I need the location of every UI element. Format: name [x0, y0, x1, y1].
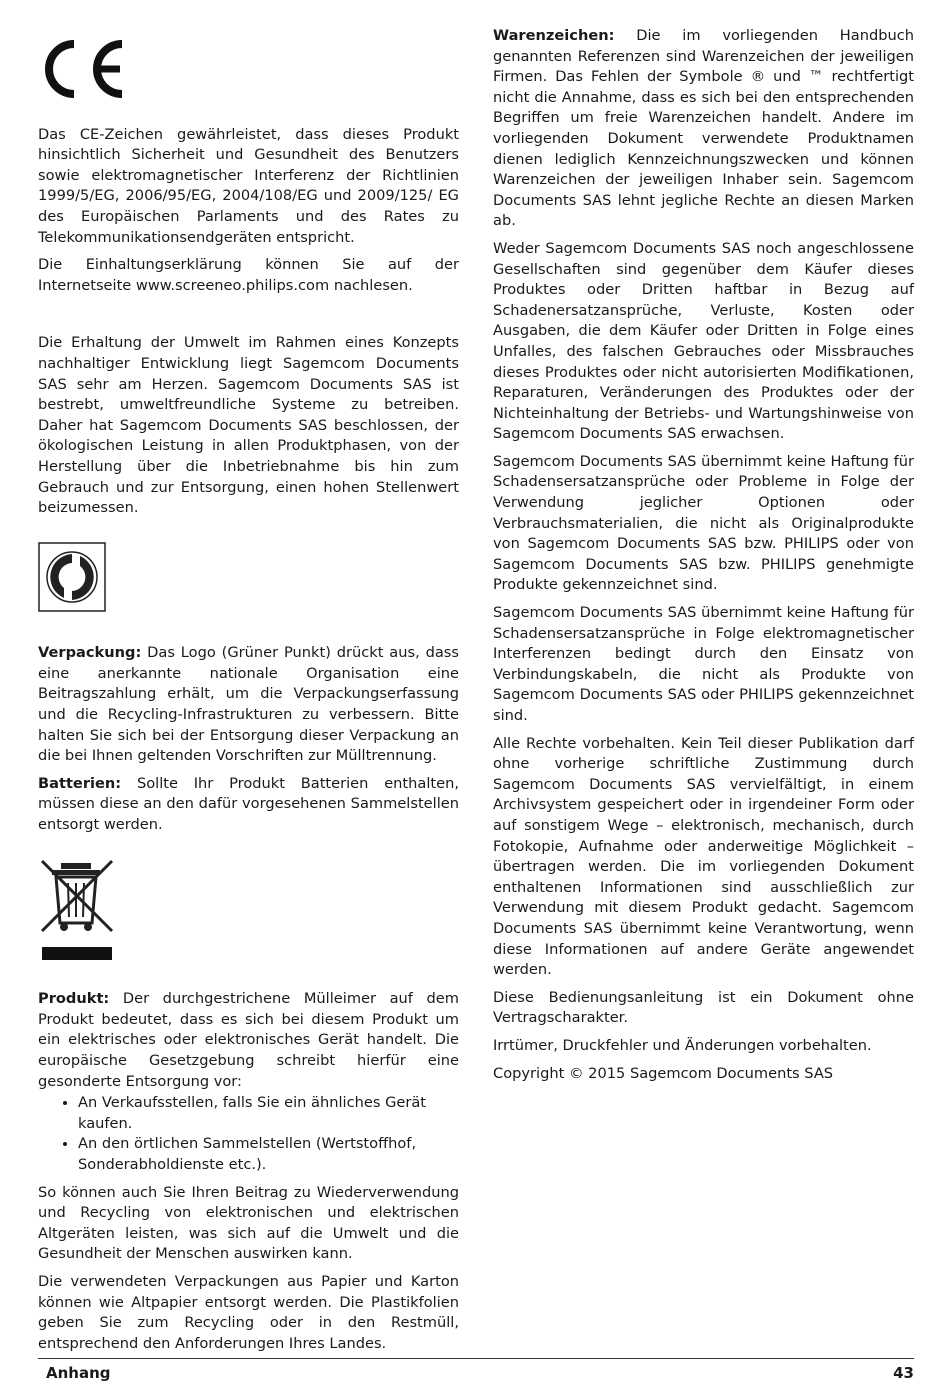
ce-mark-icon [38, 36, 128, 102]
ce-intro-paragraph: Das CE-Zeichen gewährleistet, dass dieses Produkt hinsichtlich Sicherheit und Gesundheit des Benutzers sowie elektromagnetischer Interferenz der Richtlinien 1999/5/EG, 2006/95/EG, 2004/108/EG und 2009/125/ EG des Europäischen Parlaments und des Rates zu Telekommunikationsendgeräten entspricht. [38, 125, 459, 246]
trademark-text: Die im vorliegenden Handbuch genannten Referenzen sind Warenzeichen der jeweiligen Firmen. Das Fehlen der Symbole ® und ™ rechtfertigt nicht die Annahme, dass es sich bei den entsprechenden Begriffen um freie Warenzeichen handelt. Andere im vorliegenden Dokument verwendete Produktnamen dienen lediglich Kennzeichnungszwecken und können Warenzeichen der jeweiligen Inhaber sein. Sagemcom Documents SAS lehnt jegliche Rechte an diesen Marken ab. [493, 27, 914, 230]
trademark-label: Warenzeichen: [493, 27, 615, 44]
list-item: • An den örtlichen Sammelstellen (Wertstoffhof, Sonderabholdienste etc.). [78, 1134, 459, 1175]
batteries-paragraph [38, 774, 459, 836]
left-column [38, 26, 459, 1361]
contribution-paragraph: So können auch Sie Ihren Beitrag zu Wiederverwendung und Recycling von elektronischen und elektrischen Altgeräten leisten, was sich auf die Umwelt und die Gesundheit der Menschen auswirken kann. [38, 1183, 459, 1263]
disposal-list [38, 1093, 459, 1175]
liability-paragraph: Weder Sagemcom Documents SAS noch angeschlossene Gesellschaften sind gegenüber dem Käufer dieses Produktes oder Dritten haftbar in Bezug auf Schadenersatzansprüche, Verluste, Kosten oder Ausgaben, die dem Käufer oder Dritten in Folge eines Unfalles, des falschen Gebrauches oder Missbrauches dieses Produktes oder nicht autorisierten Modifikationen, Reparaturen, Veränderungen des Produktes oder der Nichteinhaltung der Betriebs- und Wartungshinweise von Sagemcom Documents SAS erwachsen. [493, 239, 914, 443]
packaging-label: Verpackung: [38, 644, 142, 662]
green-dot-icon [38, 542, 106, 612]
page-number: 43 [893, 1364, 914, 1382]
list-item: • An Verkaufsstellen, falls Sie ein ähnliches Gerät kaufen. [78, 1093, 459, 1134]
footer-section-title: Anhang [46, 1364, 111, 1382]
copyright-paragraph: Copyright © 2015 Sagemcom Documents SAS [493, 1064, 834, 1082]
crossed-out-wheelie-bin-icon [38, 857, 116, 961]
manual-paragraph: Diese Bedienungsanleitung ist ein Dokument ohne Vertragscharakter. [493, 988, 914, 1027]
right-column [493, 26, 914, 1091]
trademark-paragraph [493, 26, 914, 232]
paper-paragraph: Die verwendeten Verpackungen aus Papier und Karton können wie Altpapier entsorgt werden. Die Plastikfolien geben Sie zum Recycling oder in den Restmüll, entsprechend den Anforderungen Ihres Landes. [38, 1272, 459, 1352]
packaging-text: Das Logo (Grüner Punkt) drückt aus, dass eine anerkannte nationale Organisation eine Beitragszahlung erhält, um die Verpackungserfassung und die Recycling-Infrastrukturen zu verbessern. Bitte halten Sie sich bei der Entsorgung dieser Verpackung an die bei Ihnen geltenden Vorschriften zur Mülltrennung. [38, 644, 459, 765]
page-footer [38, 1358, 914, 1382]
conformity-paragraph: Die Einhaltungserklärung können Sie auf der Internetseite www.screeneo.philips.com nachlesen. [38, 256, 459, 294]
product-paragraph [38, 989, 459, 1092]
batteries-text: Sollte Ihr Produkt Batterien enthalten, müssen diese an den dafür vorgesehenen Sammelstellen entsorgt werden. [38, 774, 459, 834]
environment-paragraph: Die Erhaltung der Umwelt im Rahmen eines Konzepts nachhaltiger Entwicklung liegt Sagemcom Documents SAS sehr am Herzen. Sagemcom Documents SAS ist bestrebt, umweltfreundliche Systeme zu betreiben. Daher hat Sagemcom Documents SAS beschlossen, der ökologischen Leistung in allen Produktphasen, von der Herstellung über die Inbetriebnahme bis hin zum Gebrauch und zur Entsorgung, einen hohen Stellenwert beizumessen. [38, 334, 459, 517]
options-paragraph: Sagemcom Documents SAS übernimmt keine Haftung für Schadensersatzansprüche oder Probleme in Folge der Verwendung jeglicher Optionen oder Verbrauchsmaterialien, die nicht als Originalprodukte von Sagemcom Documents SAS bzw. PHILIPS oder von Sagemcom Documents SAS bzw. PHILIPS genehmigte Produkte gekennzeichnet sind. [493, 452, 914, 594]
rights-paragraph: Alle Rechte vorbehalten. Kein Teil dieser Publikation darf ohne vorherige schriftliche Zustimmung durch Sagemcom Documents SAS vervielfältigt, in einem Archivsystem gespeichert oder in irgendeiner Form oder auf sonstigem Wege – elektronisch, mechanisch, durch Fotokopie, Aufnahme oder anderweitige Möglichkeit – übertragen werden. Die im vorliegenden Dokument enthaltenen Informationen sind ausschließlich zur Verwendung mit diesem Produkt gedacht. Sagemcom Documents SAS übernimmt keine Verantwortung, wenn diese Informationen auf andere Geräte angewendet werden. [493, 734, 914, 979]
errors-paragraph: Irrtümer, Druckfehler und Änderungen vorbehalten. [493, 1036, 872, 1054]
product-text: Der durchgestrichene Mülleimer auf dem Produkt bedeutet, dass es sich bei diesem Produkt um ein elektrisches oder elektronisches Gerät handelt. Die europäische Gesetzgebung schreibt hierfür eine gesonderte Entsorgung vor: [38, 990, 459, 1090]
packaging-paragraph [38, 643, 459, 767]
product-label: Produkt: [38, 990, 110, 1008]
emc-paragraph: Sagemcom Documents SAS übernimmt keine Haftung für Schadensersatzansprüche in Folge elektromagnetischer Interferenzen bedingt durch den Einsatz von Verbindungskabeln, die nicht als Produkte von Sagemcom Documents SAS oder PHILIPS gekennzeichnet sind. [493, 604, 914, 724]
batteries-label: Batterien: [38, 774, 122, 792]
